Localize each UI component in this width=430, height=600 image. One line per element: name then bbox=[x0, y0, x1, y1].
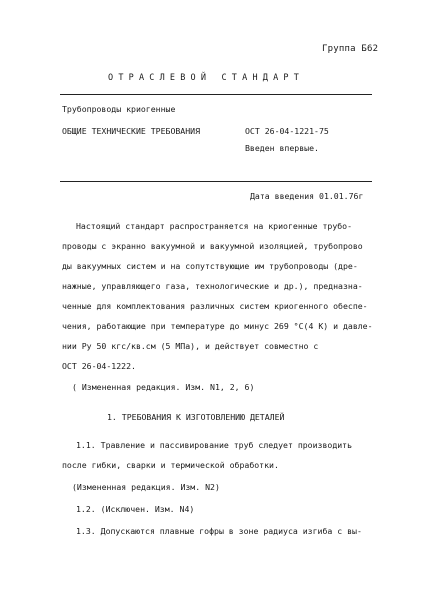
standard-heading: ОТРАСЛЕВОЙ СТАНДАРТ bbox=[108, 73, 305, 83]
intro-line-8: ОСТ 26-04-1222. bbox=[62, 361, 136, 371]
intro-line-5: ченные для комплектования различных систем криогенного обеспе- bbox=[62, 301, 368, 311]
item-1-1-line-1: 1.1. Травление и пассивирование труб следует производить bbox=[76, 440, 353, 450]
group-code: Группа Б62 bbox=[322, 44, 379, 54]
item-1-2: 1.2. (Исключен. Изм. N4) bbox=[76, 504, 195, 514]
item-1-1-line-2: после гибки, сварки и термической обработки. bbox=[62, 460, 279, 470]
standard-code: ОСТ 26-04-1221-75 bbox=[245, 126, 329, 136]
bottom-divider bbox=[60, 181, 372, 182]
title-line-2: ОБЩИЕ ТЕХНИЧЕСКИЕ ТРЕБОВАНИЯ bbox=[62, 126, 201, 136]
intro-line-6: чения, работающие при температуре до минус 269 °С(4 К) и давле- bbox=[62, 321, 373, 331]
item-1-3: 1.3. Допускаются плавные гофры в зоне радиуса изгиба с вы- bbox=[76, 526, 362, 536]
intro-line-4: нажные, управляющего газа, технологические и др.), предназна- bbox=[62, 281, 363, 291]
top-divider bbox=[60, 94, 372, 95]
item-1-1-amendment: (Измененная редакция. Изм. N2) bbox=[72, 482, 220, 492]
intro-line-7: нии Рy 50 кгс/кв.см (5 МПа), и действует совместно с bbox=[62, 341, 319, 351]
intro-line-1: Настоящий стандарт распространяется на криогенные трубо- bbox=[76, 221, 353, 231]
intro-line-2: проводы с экранно вакуумной и вакуумной изоляцией, трубопрово bbox=[62, 241, 363, 251]
introduced-note: Введен впервые. bbox=[245, 143, 319, 153]
section-1-heading: 1. ТРЕБОВАНИЯ К ИЗГОТОВЛЕНИЮ ДЕТАЛЕЙ bbox=[107, 412, 285, 422]
effective-date: Дата введения 01.01.76г bbox=[250, 191, 364, 201]
title-line-1: Трубопроводы криогенные bbox=[62, 104, 176, 114]
intro-line-3: ды вакуумных систем и на сопутствующие им трубопроводы (дре- bbox=[62, 261, 358, 271]
intro-amendment: ( Измененная редакция. Изм. N1, 2, 6) bbox=[72, 382, 255, 392]
